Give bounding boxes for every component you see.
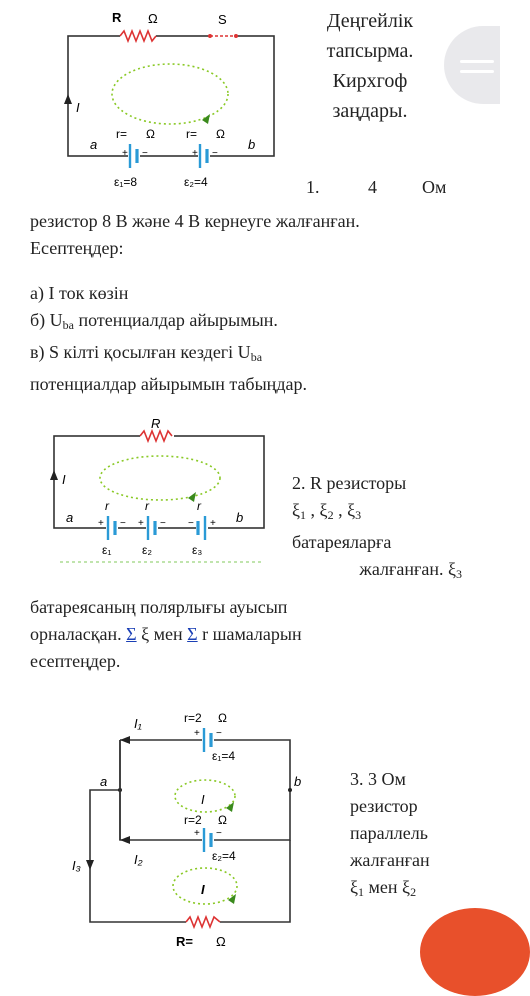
battery1-emf: ε₁ <box>102 543 112 557</box>
sigma-link[interactable]: Σ <box>187 624 198 644</box>
svg-text:−: − <box>142 148 148 159</box>
battery1-r-label: r=2 <box>184 711 202 725</box>
current-i3: I₃ <box>72 858 81 873</box>
loop-arrow <box>188 492 196 502</box>
task1-item-c-line2: потенциалдар айырымын табыңдар. <box>30 374 307 394</box>
action-button[interactable] <box>420 908 530 996</box>
resistor-label: R= <box>176 934 193 949</box>
task2-line: $\xi_1$ , $\xi_2$ , $\xi_3$ <box>292 500 362 522</box>
battery1-emf: ε₁=8 <box>114 175 138 189</box>
battery2-emf: ε₂=4 <box>212 849 236 863</box>
svg-text:−: − <box>216 828 222 839</box>
node-a: a <box>100 774 108 789</box>
task1-number: 1. <box>306 177 320 197</box>
circuit-diagram-2 <box>40 416 280 565</box>
task1-line: Есептеңдер: <box>30 238 124 258</box>
svg-text:+: + <box>194 828 200 839</box>
battery2-ohm: Ω <box>216 127 225 141</box>
page-title <box>300 6 440 126</box>
task2-line: есептеңдер. <box>30 651 121 671</box>
task1-item-b: б) $U_{ba}$ потенциалдар айырымын. <box>30 310 278 332</box>
svg-text:+: + <box>192 148 198 159</box>
sigma-link[interactable]: Σ <box>126 624 137 644</box>
menu-button[interactable] <box>444 26 500 104</box>
task1-item-c: в) S кілті қосылған кездегі $U_{ba}$ <box>30 342 263 364</box>
svg-text:+: + <box>98 518 104 529</box>
battery-3 <box>188 499 216 557</box>
task1-unit: Ом <box>422 177 447 197</box>
task3-line: 3. 3 Ом <box>350 769 406 789</box>
svg-text:−: − <box>212 148 218 159</box>
svg-text:−: − <box>188 518 194 529</box>
battery-r-label: r <box>197 499 201 513</box>
current-label: I <box>76 100 80 115</box>
task3-line: резистор <box>350 796 418 816</box>
battery2-ohm: Ω <box>218 813 227 827</box>
battery2-emf: ε₂=4 <box>184 175 208 189</box>
task3-line: жалғанған <box>350 850 430 870</box>
current-i2: I₂ <box>134 852 143 867</box>
loop-arrow <box>202 114 210 124</box>
menu-icon <box>460 70 494 73</box>
svg-text:−: − <box>160 518 166 529</box>
circuit-diagram-3 <box>60 700 340 952</box>
battery-r-label: r <box>105 499 109 513</box>
svg-text:−: − <box>120 518 126 529</box>
svg-text:+: + <box>210 518 216 529</box>
task2-line: 2. R резисторы <box>292 473 407 493</box>
task3-line: параллель <box>350 823 428 843</box>
ohm-label: Ω <box>148 11 158 26</box>
task1-text <box>30 208 480 398</box>
task2-line: батареясаның полярлығы ауысып <box>30 597 288 617</box>
battery2-r-label: r= <box>186 127 198 141</box>
node-b: b <box>294 774 302 789</box>
task2-line: орналасқан. Σ ξ мен Σ r шамаларын <box>30 624 302 644</box>
task3-text <box>350 766 480 906</box>
svg-text:+: + <box>138 518 144 529</box>
current-arrow <box>50 470 58 480</box>
current-label: I <box>62 472 66 487</box>
node-b: b <box>248 137 256 152</box>
node-b: b <box>236 510 244 525</box>
battery2-emf: ε₂ <box>142 543 153 557</box>
battery1-ohm: Ω <box>146 127 155 141</box>
resistor-ohm: Ω <box>216 934 226 949</box>
title-line: Кирхгоф <box>332 70 408 92</box>
battery1-r-label: r= <box>116 127 128 141</box>
task2-text-cont <box>30 594 480 675</box>
loop-current-upper: I <box>201 792 205 807</box>
task2-line: жалғанған. $\xi_3$ <box>359 559 462 581</box>
title-line: заңдары. <box>332 100 408 122</box>
current-arrow <box>64 94 72 104</box>
title-line: Деңгейлік <box>326 10 414 32</box>
title-line: тапсырма. <box>326 40 414 62</box>
task1-value: 4 <box>368 177 377 197</box>
battery-r-label: r <box>145 499 149 513</box>
circuit-diagram-1 <box>50 6 295 191</box>
menu-icon <box>460 60 494 63</box>
loop-current-lower: I <box>201 882 205 897</box>
resistor-label: R <box>112 10 122 25</box>
battery1-ohm: Ω <box>218 711 227 725</box>
svg-text:+: + <box>194 728 200 739</box>
task1-item-a: а) I ток көзін <box>30 283 129 303</box>
node-a: a <box>66 510 74 525</box>
battery-2 <box>138 499 166 557</box>
node-a: a <box>90 137 98 152</box>
task3-line: $\xi_1$ мен $\xi_2$ <box>350 877 417 899</box>
task1-line: резистор 8 В және 4 В кернеуге жалғанған. <box>30 211 360 231</box>
current-i1: I₁ <box>134 716 142 731</box>
battery2-r-label: r=2 <box>184 813 202 827</box>
svg-text:+: + <box>122 148 128 159</box>
task2-text <box>292 470 462 588</box>
task2-line: батареяларға <box>292 532 392 552</box>
resistor-label: R <box>151 416 161 431</box>
battery1-emf: ε₁=4 <box>212 749 236 763</box>
battery-1 <box>98 499 126 557</box>
svg-text:−: − <box>216 728 222 739</box>
battery3-emf: ε₃ <box>192 543 203 557</box>
switch-label: S <box>218 12 227 27</box>
